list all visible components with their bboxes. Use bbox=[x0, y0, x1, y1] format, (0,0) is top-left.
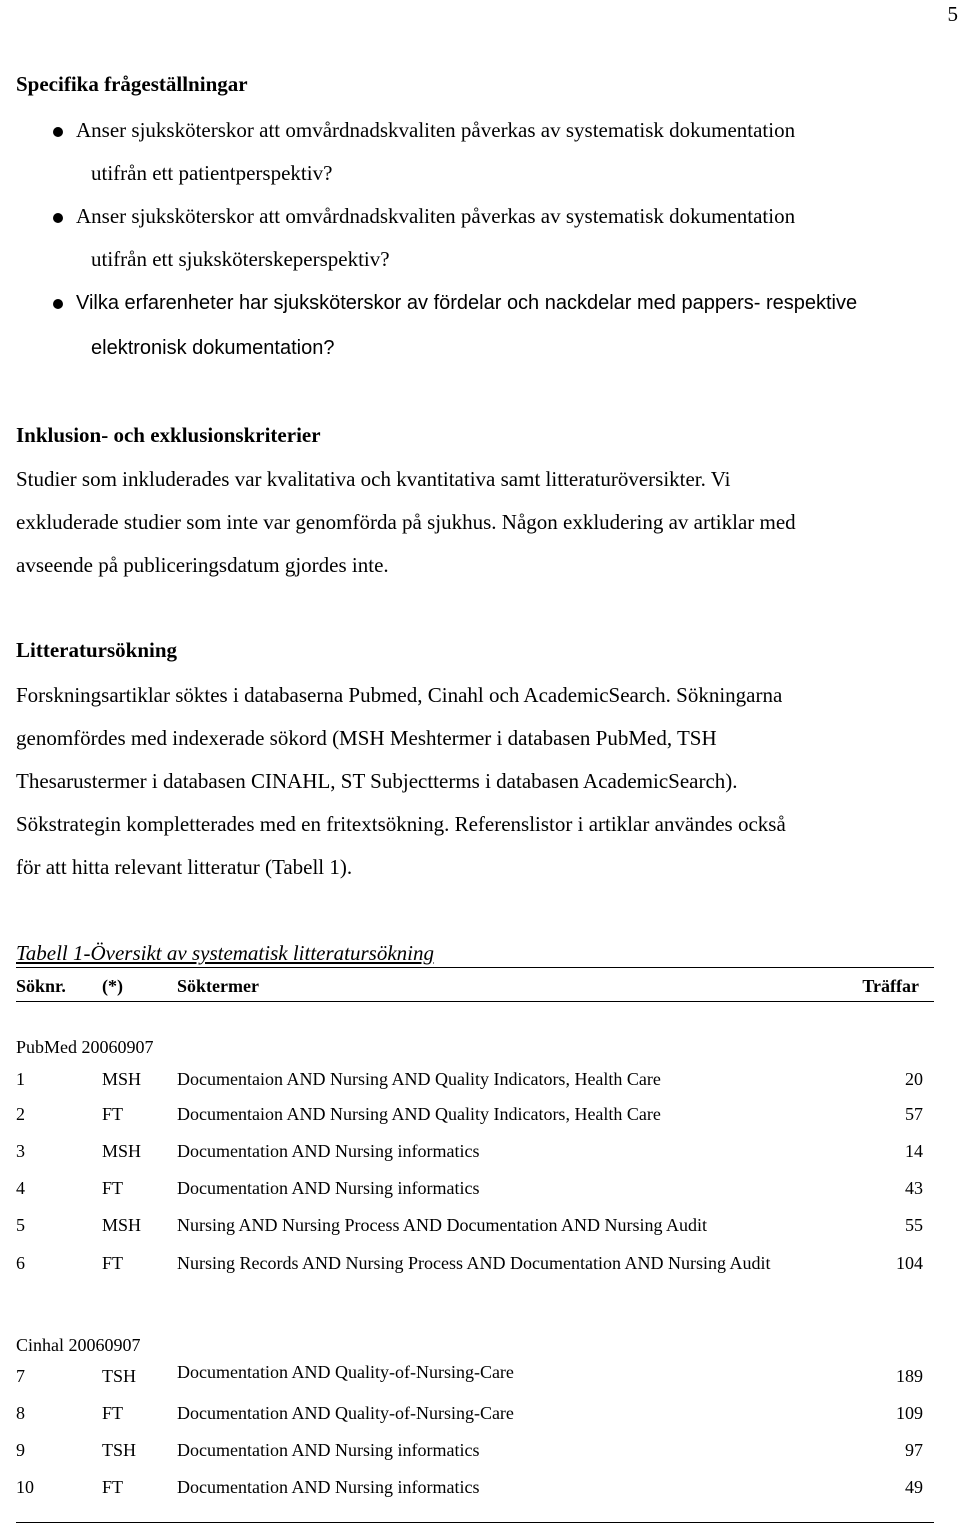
question-line: elektronisk dokumentation? bbox=[91, 337, 335, 359]
table-header-rule bbox=[16, 1001, 934, 1002]
cell-search-number: 3 bbox=[16, 1141, 25, 1161]
cell-hits: 14 bbox=[905, 1141, 923, 1161]
header-hits: Träffar bbox=[862, 976, 919, 996]
search-line: Forskningsartiklar söktes i databaserna Pubmed, Cinahl och AcademicSearch. Sökningarna bbox=[16, 683, 783, 707]
cell-type: TSH bbox=[102, 1366, 137, 1386]
question-line: Anser sjuksköterskor att omvårdnadskvaliten påverkas av systematisk dokumentation bbox=[76, 118, 796, 142]
cell-search-terms: Documentaion AND Nursing AND Quality Indicators, Health Care bbox=[177, 1104, 661, 1124]
cell-hits: 109 bbox=[896, 1403, 923, 1423]
cell-search-terms: Documentation AND Nursing informatics bbox=[177, 1440, 480, 1460]
criteria-line: avseende på publiceringsdatum gjordes inte. bbox=[16, 553, 389, 577]
search-heading: Litteratursökning bbox=[16, 638, 178, 662]
criteria-line: exkluderade studier som inte var genomförda på sjukhus. Någon exkludering av artiklar med bbox=[16, 510, 796, 534]
cell-search-number: 9 bbox=[16, 1440, 25, 1460]
cell-search-terms: Documentation AND Quality-of-Nursing-Care bbox=[177, 1362, 514, 1382]
question-line: utifrån ett patientperspektiv? bbox=[91, 161, 333, 185]
criteria-line: Studier som inkluderades var kvalitativa och kvantitativa samt litteraturöversikter. Vi bbox=[16, 467, 731, 491]
page-number: 5 bbox=[947, 2, 958, 26]
group-label-pubmed: PubMed 20060907 bbox=[16, 1037, 154, 1057]
cell-type: TSH bbox=[102, 1440, 137, 1460]
bullet-icon bbox=[53, 127, 63, 137]
cell-hits: 189 bbox=[896, 1366, 923, 1386]
cell-hits: 43 bbox=[905, 1178, 923, 1198]
cell-type: FT bbox=[102, 1104, 124, 1124]
question-line: utifrån ett sjuksköterskeperspektiv? bbox=[91, 247, 390, 271]
cell-search-terms: Nursing Records AND Nursing Process AND Documentation AND Nursing Audit bbox=[177, 1253, 771, 1273]
cell-hits: 104 bbox=[896, 1253, 923, 1273]
table-caption: Tabell 1-Översikt av systematisk litteratursökning bbox=[16, 941, 435, 965]
cell-search-number: 7 bbox=[16, 1366, 25, 1386]
cell-search-number: 10 bbox=[16, 1477, 34, 1497]
cell-type: MSH bbox=[102, 1141, 142, 1161]
cell-search-terms: Documentation AND Nursing informatics bbox=[177, 1477, 480, 1497]
cell-hits: 57 bbox=[905, 1104, 923, 1124]
questions-heading: Specifika frågeställningar bbox=[16, 72, 248, 96]
cell-type: FT bbox=[102, 1477, 124, 1497]
bullet-icon bbox=[53, 213, 63, 223]
search-line: för att hitta relevant litteratur (Tabell 1). bbox=[16, 855, 353, 879]
cell-search-number: 2 bbox=[16, 1104, 25, 1124]
cell-search-number: 1 bbox=[16, 1069, 25, 1089]
cell-search-number: 5 bbox=[16, 1215, 25, 1235]
header-type: (*) bbox=[102, 976, 123, 996]
question-line: Vilka erfarenheter har sjuksköterskor av fördelar och nackdelar med pappers- respektive bbox=[76, 292, 858, 314]
bullet-icon bbox=[53, 299, 63, 309]
cell-type: FT bbox=[102, 1178, 124, 1198]
cell-search-number: 4 bbox=[16, 1178, 25, 1198]
cell-search-number: 6 bbox=[16, 1253, 25, 1273]
header-search-number: Söknr. bbox=[16, 976, 66, 996]
cell-search-terms: Documentation AND Quality-of-Nursing-Care bbox=[177, 1403, 514, 1423]
cell-search-number: 8 bbox=[16, 1403, 25, 1423]
search-line: Thesarustermer i databasen CINAHL, ST Subjectterms i databasen AcademicSearch). bbox=[16, 769, 738, 793]
cell-search-terms: Documentation AND Nursing informatics bbox=[177, 1141, 480, 1161]
cell-hits: 97 bbox=[905, 1440, 923, 1460]
cell-type: MSH bbox=[102, 1069, 142, 1089]
group-label-cinahl: Cinhal 20060907 bbox=[16, 1335, 141, 1355]
cell-type: MSH bbox=[102, 1215, 142, 1235]
cell-search-terms: Documentaion AND Nursing AND Quality Indicators, Health Care bbox=[177, 1069, 661, 1089]
table-bottom-rule bbox=[16, 1522, 934, 1523]
cell-search-terms: Nursing AND Nursing Process AND Documentation AND Nursing Audit bbox=[177, 1215, 707, 1235]
search-line: Sökstrategin kompletterades med en fritextsökning. Referenslistor i artiklar användes också bbox=[16, 812, 786, 836]
cell-type: FT bbox=[102, 1253, 124, 1273]
search-line: genomfördes med indexerade sökord (MSH Meshtermer i databasen PubMed, TSH bbox=[16, 726, 717, 750]
criteria-heading: Inklusion- och exklusionskriterier bbox=[16, 423, 321, 447]
header-search-terms: Söktermer bbox=[177, 976, 259, 996]
cell-search-terms: Documentation AND Nursing informatics bbox=[177, 1178, 480, 1198]
cell-hits: 55 bbox=[905, 1215, 923, 1235]
question-line: Anser sjuksköterskor att omvårdnadskvaliten påverkas av systematisk dokumentation bbox=[76, 204, 796, 228]
table-top-rule bbox=[16, 967, 934, 968]
cell-hits: 20 bbox=[905, 1069, 923, 1089]
cell-type: FT bbox=[102, 1403, 124, 1423]
cell-hits: 49 bbox=[905, 1477, 923, 1497]
